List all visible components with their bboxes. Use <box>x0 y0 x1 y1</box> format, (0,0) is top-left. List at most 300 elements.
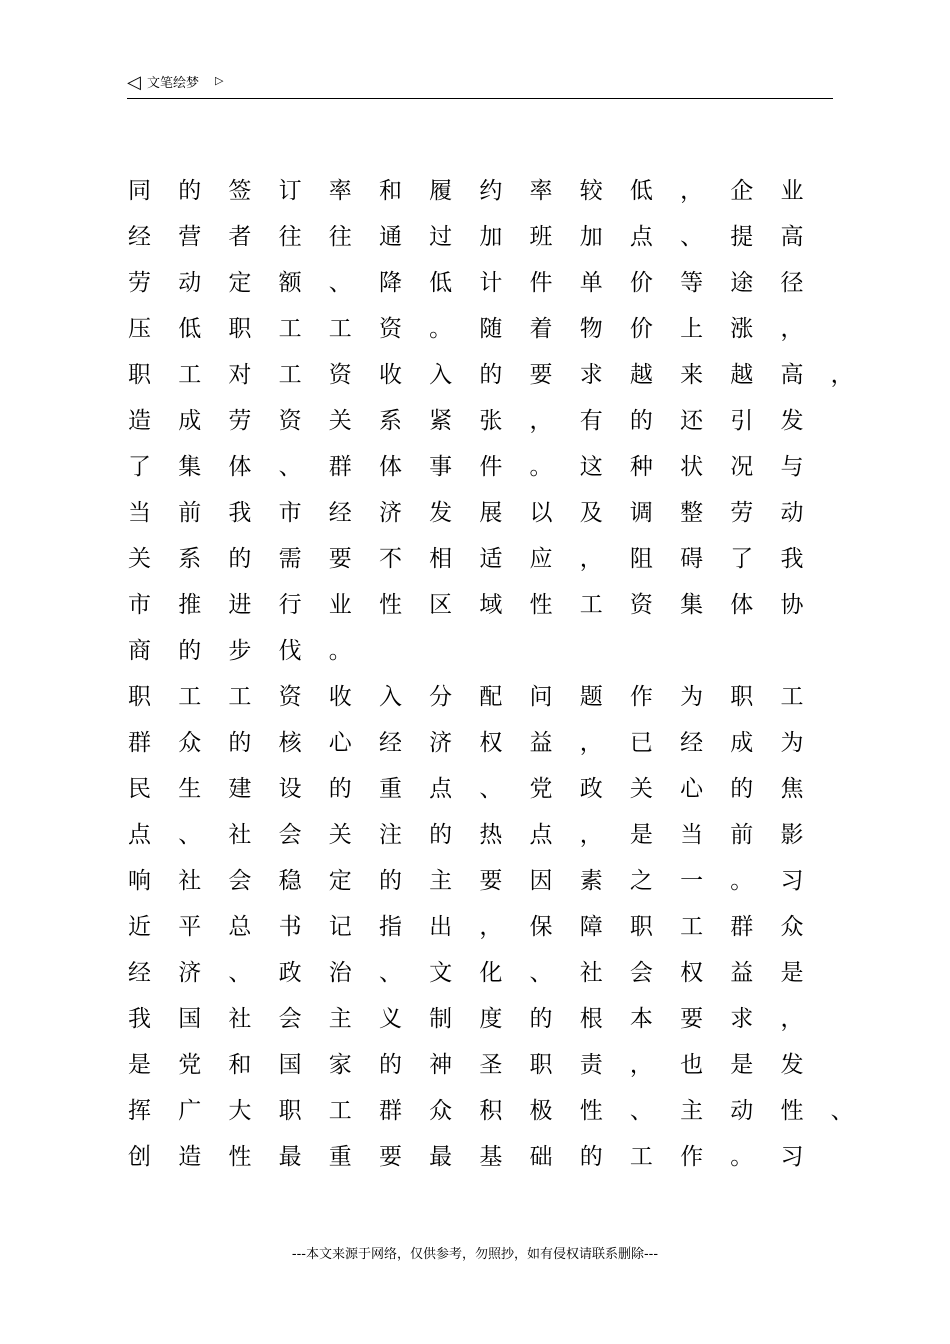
text-char: 班 <box>529 224 553 250</box>
text-char: 事 <box>429 454 453 480</box>
text-char: 工 <box>228 684 252 710</box>
text-char: 权 <box>680 960 704 986</box>
text-char: 会 <box>629 960 653 986</box>
text-char: 近 <box>128 914 151 940</box>
text-char: 往 <box>278 224 302 250</box>
text-char: 工 <box>629 1144 653 1170</box>
text-char: 的 <box>579 1144 603 1170</box>
text-line <box>128 260 848 306</box>
text-char: 发 <box>780 408 804 434</box>
text-char: 及 <box>579 500 603 526</box>
text-char: 、 <box>278 454 302 480</box>
text-char: 职 <box>228 316 252 342</box>
text-char: 点 <box>629 224 653 250</box>
text-char: 况 <box>730 454 754 480</box>
text-line <box>128 168 848 214</box>
text-char: 点 <box>529 822 553 848</box>
text-char: 越 <box>730 362 754 388</box>
text-char: 通 <box>378 224 402 250</box>
text-char: 成 <box>730 730 754 756</box>
text-char: 职 <box>730 684 754 710</box>
text-char: 、 <box>629 1098 653 1124</box>
text-char: 基 <box>479 1144 503 1170</box>
text-char: 为 <box>680 684 704 710</box>
text-char: 主 <box>429 868 453 894</box>
text-char: 政 <box>579 776 603 802</box>
text-char: 途 <box>730 270 754 296</box>
text-char: 要 <box>680 1006 704 1032</box>
text-char: 者 <box>228 224 252 250</box>
text-char: 整 <box>680 500 704 526</box>
text-char: 民 <box>128 776 151 802</box>
text-char: 社 <box>228 822 252 848</box>
text-char: 群 <box>328 454 352 480</box>
text-char: 文 <box>429 960 453 986</box>
text-char: 率 <box>328 178 352 204</box>
text-char: 步 <box>228 638 252 664</box>
text-char: 化 <box>479 960 503 986</box>
text-char: 是 <box>730 1052 754 1078</box>
text-char: 圣 <box>479 1052 503 1078</box>
text-char: 径 <box>780 270 804 296</box>
text-char: 紧 <box>429 408 453 434</box>
text-char: ， <box>830 362 854 388</box>
text-char: 工 <box>278 362 302 388</box>
text-line <box>128 950 848 996</box>
text-char: 工 <box>278 316 302 342</box>
text-char: 高 <box>780 224 804 250</box>
text-char: 了 <box>730 546 754 572</box>
text-char: 群 <box>730 914 754 940</box>
text-char: 系 <box>178 546 202 572</box>
text-char: 价 <box>629 270 653 296</box>
text-char: 经 <box>128 960 151 986</box>
text-char: 发 <box>429 500 453 526</box>
text-char: ， <box>579 822 603 848</box>
text-char: 是 <box>629 822 653 848</box>
text-char: 资 <box>278 684 302 710</box>
text-char: 要 <box>328 546 352 572</box>
text-char: 业 <box>780 178 804 204</box>
text-char: 书 <box>278 914 302 940</box>
text-char: ， <box>529 408 553 434</box>
text-char: 发 <box>780 1052 804 1078</box>
text-char: 、 <box>228 960 252 986</box>
text-char: 益 <box>529 730 553 756</box>
text-char: 工 <box>680 914 704 940</box>
text-char: 着 <box>529 316 553 342</box>
text-char: 习 <box>780 868 804 894</box>
text-char: 要 <box>529 362 553 388</box>
text-line <box>128 398 848 444</box>
text-char: 的 <box>529 1006 553 1032</box>
text-char: 济 <box>429 730 453 756</box>
text-char: 度 <box>479 1006 503 1032</box>
text-line <box>128 766 848 812</box>
text-char: 的 <box>730 776 754 802</box>
text-char: 低 <box>629 178 653 204</box>
text-char: 一 <box>680 868 704 894</box>
text-char: 的 <box>328 776 352 802</box>
text-line <box>128 1134 848 1180</box>
text-char: 企 <box>730 178 754 204</box>
text-line <box>128 490 848 536</box>
text-char: 约 <box>479 178 503 204</box>
text-char: 低 <box>429 270 453 296</box>
text-char: 区 <box>429 592 453 618</box>
text-line <box>128 306 848 352</box>
text-char: 关 <box>328 408 352 434</box>
text-char: 配 <box>479 684 503 710</box>
text-char: 经 <box>680 730 704 756</box>
text-char: 需 <box>278 546 302 572</box>
text-char: 。 <box>529 454 553 480</box>
text-char: 越 <box>629 362 653 388</box>
text-char: 稳 <box>278 868 302 894</box>
text-char: 义 <box>378 1006 402 1032</box>
text-char: 要 <box>479 868 503 894</box>
text-char: 注 <box>378 822 402 848</box>
text-char: 党 <box>178 1052 202 1078</box>
text-char: 社 <box>178 868 202 894</box>
text-char: 会 <box>228 868 252 894</box>
text-char: 资 <box>278 408 302 434</box>
text-char: 性 <box>228 1144 252 1170</box>
text-char: 价 <box>629 316 653 342</box>
text-char: 的 <box>429 822 453 848</box>
text-char: 职 <box>278 1098 302 1124</box>
text-char: 和 <box>378 178 402 204</box>
text-char: 制 <box>429 1006 453 1032</box>
text-char: 党 <box>529 776 553 802</box>
text-char: 域 <box>479 592 503 618</box>
text-line <box>128 720 848 766</box>
text-char: 种 <box>629 454 653 480</box>
text-char: 大 <box>228 1098 252 1124</box>
text-line <box>128 214 848 260</box>
text-char: 政 <box>278 960 302 986</box>
text-char: 分 <box>429 684 453 710</box>
text-char: 、 <box>378 960 402 986</box>
text-char: 作 <box>629 684 653 710</box>
text-char: 神 <box>429 1052 453 1078</box>
text-char: 热 <box>479 822 503 848</box>
text-char: 行 <box>278 592 302 618</box>
text-char: 单 <box>579 270 603 296</box>
text-char: 经 <box>328 500 352 526</box>
text-char: 主 <box>328 1006 352 1032</box>
text-char: 群 <box>378 1098 402 1124</box>
text-char: 平 <box>178 914 202 940</box>
text-char: 较 <box>579 178 603 204</box>
text-char: 造 <box>128 408 151 434</box>
text-char: 系 <box>378 408 402 434</box>
text-char: 签 <box>228 178 252 204</box>
text-char: 主 <box>680 1098 704 1124</box>
text-char: 动 <box>730 1098 754 1124</box>
text-char: 当 <box>680 822 704 848</box>
text-char: 伐 <box>278 638 302 664</box>
text-char: 收 <box>378 362 402 388</box>
text-char: 业 <box>328 592 352 618</box>
text-char: ， <box>479 914 503 940</box>
text-char: 有 <box>579 408 603 434</box>
text-char: 职 <box>529 1052 553 1078</box>
text-char: 我 <box>780 546 804 572</box>
text-char: 也 <box>680 1052 704 1078</box>
text-char: 定 <box>328 868 352 894</box>
text-char: 高 <box>780 362 804 388</box>
text-char: 往 <box>328 224 352 250</box>
text-char: 商 <box>128 638 151 664</box>
text-char: 对 <box>228 362 252 388</box>
text-line <box>128 1088 854 1134</box>
text-char: 社 <box>579 960 603 986</box>
text-char: 习 <box>780 1144 804 1170</box>
text-char: 为 <box>780 730 804 756</box>
text-char: 的 <box>629 408 653 434</box>
text-char: 性 <box>780 1098 804 1124</box>
body-text <box>128 168 854 1180</box>
text-char: 会 <box>278 822 302 848</box>
text-char: 职 <box>128 362 151 388</box>
text-char: 关 <box>629 776 653 802</box>
text-char: 的 <box>228 730 252 756</box>
text-char: 的 <box>479 362 503 388</box>
text-char: 当 <box>128 500 151 526</box>
text-char: 进 <box>228 592 252 618</box>
text-char: 根 <box>579 1006 603 1032</box>
text-char: 涨 <box>730 316 754 342</box>
text-char: 适 <box>479 546 503 572</box>
text-char: 众 <box>178 730 202 756</box>
text-line <box>128 858 848 904</box>
text-char: 上 <box>680 316 704 342</box>
text-char: 的 <box>378 868 402 894</box>
text-char: ， <box>680 178 704 204</box>
text-char: 素 <box>579 868 603 894</box>
text-char: 是 <box>128 1052 151 1078</box>
text-char: 收 <box>328 684 352 710</box>
text-char: 这 <box>579 454 603 480</box>
text-char: 作 <box>680 1144 704 1170</box>
text-char: 。 <box>328 638 352 664</box>
text-char: 的 <box>178 638 202 664</box>
text-char: 提 <box>730 224 754 250</box>
text-char: 阻 <box>629 546 653 572</box>
text-char: 最 <box>429 1144 453 1170</box>
text-char: 性 <box>529 592 553 618</box>
text-char: 济 <box>378 500 402 526</box>
text-char: 济 <box>178 960 202 986</box>
text-char: 生 <box>178 776 202 802</box>
text-char: ， <box>579 730 603 756</box>
text-char: 责 <box>579 1052 603 1078</box>
text-char: 本 <box>629 1006 653 1032</box>
text-char: 等 <box>680 270 704 296</box>
text-line <box>128 536 848 582</box>
text-char: 额 <box>278 270 302 296</box>
text-char: 同 <box>128 178 151 204</box>
text-char: 市 <box>278 500 302 526</box>
text-char: 积 <box>479 1098 503 1124</box>
text-char: 应 <box>529 546 553 572</box>
text-char: 工 <box>328 1098 352 1124</box>
text-char: 还 <box>680 408 704 434</box>
text-char: 职 <box>128 684 151 710</box>
text-char: 前 <box>178 500 202 526</box>
text-char: 资 <box>328 362 352 388</box>
text-char: 。 <box>730 1144 754 1170</box>
text-char: 体 <box>378 454 402 480</box>
text-char: 已 <box>629 730 653 756</box>
text-char: 物 <box>579 316 603 342</box>
text-char: ， <box>780 316 804 342</box>
text-char: 、 <box>830 1098 854 1124</box>
text-char: 资 <box>378 316 402 342</box>
text-char: 资 <box>629 592 653 618</box>
text-char: 设 <box>278 776 302 802</box>
text-char: 社 <box>228 1006 252 1032</box>
text-char: 问 <box>529 684 553 710</box>
text-char: 随 <box>479 316 503 342</box>
text-char: 体 <box>228 454 252 480</box>
text-char: 核 <box>278 730 302 756</box>
text-char: 市 <box>128 592 151 618</box>
text-char: 入 <box>378 684 402 710</box>
text-char: 最 <box>278 1144 302 1170</box>
text-char: 群 <box>128 730 151 756</box>
text-char: 、 <box>529 960 553 986</box>
text-char: 国 <box>278 1052 302 1078</box>
text-char: 性 <box>579 1098 603 1124</box>
text-char: 以 <box>529 500 553 526</box>
text-char: 。 <box>429 316 453 342</box>
text-char: 益 <box>730 960 754 986</box>
text-char: 件 <box>529 270 553 296</box>
text-char: 题 <box>579 684 603 710</box>
text-char: 重 <box>328 1144 352 1170</box>
text-char: 劳 <box>228 408 252 434</box>
text-char: 工 <box>178 362 202 388</box>
text-line <box>128 904 848 950</box>
text-line <box>128 444 848 490</box>
text-char: 之 <box>629 868 653 894</box>
text-char: 劳 <box>730 500 754 526</box>
text-char: 定 <box>228 270 252 296</box>
text-char: ， <box>629 1052 653 1078</box>
text-char: ， <box>579 546 603 572</box>
text-char: 记 <box>328 914 352 940</box>
text-char: 础 <box>529 1144 553 1170</box>
left-triangle-icon: ◁ <box>127 72 141 93</box>
text-char: 的 <box>178 178 202 204</box>
text-line <box>128 1042 848 1088</box>
text-char: 、 <box>479 776 503 802</box>
text-line <box>128 582 848 628</box>
text-line <box>128 812 848 858</box>
text-char: 调 <box>629 500 653 526</box>
text-char: 成 <box>178 408 202 434</box>
text-char: 张 <box>479 408 503 434</box>
text-char: 性 <box>378 592 402 618</box>
text-char: 压 <box>128 316 151 342</box>
text-char: 众 <box>780 914 804 940</box>
text-char: 响 <box>128 868 151 894</box>
text-char: 广 <box>178 1098 202 1124</box>
text-char: 总 <box>228 914 252 940</box>
text-char: 指 <box>378 914 402 940</box>
text-char: 众 <box>429 1098 453 1124</box>
text-line <box>128 352 854 398</box>
text-char: 、 <box>328 270 352 296</box>
text-char: 国 <box>178 1006 202 1032</box>
text-char: 、 <box>178 822 202 848</box>
text-char: 。 <box>730 868 754 894</box>
text-char: 权 <box>479 730 503 756</box>
text-char: 极 <box>529 1098 553 1124</box>
text-char: 营 <box>178 224 202 250</box>
text-char: 计 <box>479 270 503 296</box>
text-char: 入 <box>429 362 453 388</box>
text-char: 治 <box>328 960 352 986</box>
text-char: 障 <box>579 914 603 940</box>
text-char: 动 <box>780 500 804 526</box>
text-char: 碍 <box>680 546 704 572</box>
text-char: 件 <box>479 454 503 480</box>
text-char: 展 <box>479 500 503 526</box>
text-char: 职 <box>629 914 653 940</box>
text-char: 关 <box>128 546 151 572</box>
text-char: 的 <box>228 546 252 572</box>
text-char: 建 <box>228 776 252 802</box>
text-char: 加 <box>479 224 503 250</box>
text-char: 集 <box>178 454 202 480</box>
text-char: 不 <box>378 546 402 572</box>
text-char: 我 <box>228 500 252 526</box>
text-char: 状 <box>680 454 704 480</box>
text-char: 是 <box>780 960 804 986</box>
text-char: 经 <box>378 730 402 756</box>
text-char: 工 <box>780 684 804 710</box>
text-char: 相 <box>429 546 453 572</box>
text-char: 焦 <box>780 776 804 802</box>
text-char: 率 <box>529 178 553 204</box>
text-char: 与 <box>780 454 804 480</box>
text-char: 集 <box>680 592 704 618</box>
text-char: 动 <box>178 270 202 296</box>
text-char: 降 <box>378 270 402 296</box>
text-char: 推 <box>178 592 202 618</box>
text-char: 了 <box>128 454 151 480</box>
text-char: 来 <box>680 362 704 388</box>
text-char: 履 <box>429 178 453 204</box>
text-char: 、 <box>680 224 704 250</box>
text-line <box>128 628 848 674</box>
text-char: 体 <box>730 592 754 618</box>
text-char: 低 <box>178 316 202 342</box>
text-char: 前 <box>730 822 754 848</box>
text-char: 和 <box>228 1052 252 1078</box>
text-char: 影 <box>780 822 804 848</box>
text-char: 点 <box>128 822 151 848</box>
page-header <box>127 72 833 99</box>
text-char: 心 <box>680 776 704 802</box>
text-char: 重 <box>378 776 402 802</box>
text-char: 加 <box>579 224 603 250</box>
text-char: 心 <box>328 730 352 756</box>
text-char: 引 <box>730 408 754 434</box>
